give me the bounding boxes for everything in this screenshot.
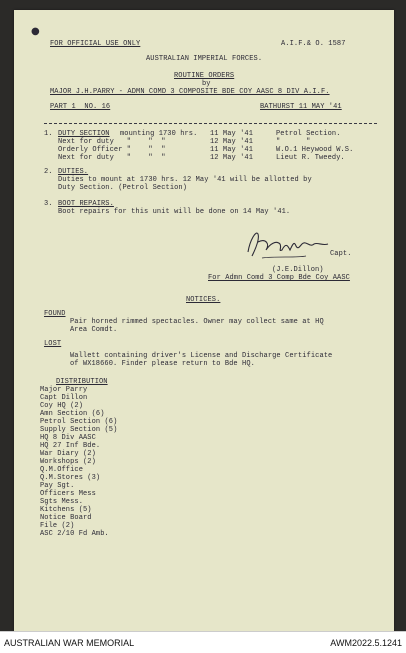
duty-row-who: Lieut R. Tweedy. <box>276 154 345 162</box>
footer-source: AUSTRALIAN WAR MEMORIAL <box>4 638 135 648</box>
lost-line: Wallett containing driver's License and Discharge Certificate <box>70 352 333 360</box>
item-body-line: Duties to mount at 1730 hrs. 12 May '41 will be allotted by <box>58 176 312 184</box>
organisation-heading: AUSTRALIAN IMPERIAL FORCES. <box>146 55 263 63</box>
distribution-entry: Capt Dillon <box>40 394 88 402</box>
duty-row-date: 12 May '41 <box>210 138 254 146</box>
item-number: 1. <box>44 130 53 138</box>
distribution-entry: Q.M.Office <box>40 466 84 474</box>
duty-row-who: Petrol Section. <box>276 130 341 138</box>
distribution-entry: Pay Sgt. <box>40 482 75 490</box>
archive-footer <box>0 631 406 653</box>
duty-row-label: Next for duty " " " <box>58 138 166 146</box>
distribution-entry: War Diary (2) <box>40 450 96 458</box>
distribution-entry: Amn Section (6) <box>40 410 105 418</box>
duty-row-label: Orderly Officer " " " <box>58 146 166 154</box>
notices-heading: NOTICES. <box>186 296 221 304</box>
distribution-entry: Supply Section (5) <box>40 426 118 434</box>
duty-row-date: 12 May '41 <box>210 154 254 162</box>
distribution-entry: Kitchens (5) <box>40 506 92 514</box>
distribution-entry: HQ 27 Inf Bde. <box>40 442 101 450</box>
orders-by: by <box>202 80 211 88</box>
distribution-entry: ASC 2/10 Fd Amb. <box>40 530 109 538</box>
issuer-line: MAJOR J.H.PARRY - ADMN COMD 3 COMPOSITE BDE COY AASC 8 DIV A.I.F. <box>50 88 330 96</box>
classification-label: FOR OFFICIAL USE ONLY <box>50 40 141 48</box>
distribution-entry: File (2) <box>40 522 75 530</box>
item-body-line: Duty Section. (Petrol Section) <box>58 184 188 192</box>
distribution-entry: Q.M.Stores (3) <box>40 474 101 482</box>
signatory-for-line: For Admn Comd 3 Comp Bde Coy AASC <box>208 274 350 282</box>
distribution-entry: Petrol Section (6) <box>40 418 118 426</box>
hole-punch-mark: ● <box>31 26 40 37</box>
item-number: 2. <box>44 168 53 176</box>
distribution-entry: Sgts Mess. <box>40 498 84 506</box>
item-number: 3. <box>44 200 53 208</box>
item-heading-duty-section: DUTY SECTION <box>58 130 110 138</box>
document-page <box>14 10 394 632</box>
orders-title: ROUTINE ORDERS <box>174 72 235 80</box>
lost-label: LOST <box>44 340 62 348</box>
duty-row-who: W.O.1 Heywood W.S. <box>276 146 354 154</box>
distribution-entry: Notice Board <box>40 514 92 522</box>
item-heading-boot-repairs: BOOT REPAIRS. <box>58 200 114 208</box>
item-body-line: Boot repairs for this unit will be done on 14 May '41. <box>58 208 291 216</box>
duty-row-label: mounting 1730 hrs. <box>120 130 198 138</box>
item-heading-duties: DUTIES. <box>58 168 89 176</box>
handwritten-signature <box>236 222 336 266</box>
distribution-entry: Officers Mess <box>40 490 96 498</box>
distribution-entry: Coy HQ (2) <box>40 402 84 410</box>
duty-row-date: 11 May '41 <box>210 146 254 154</box>
distribution-entry: Workshops (2) <box>40 458 96 466</box>
separator-line <box>44 123 377 124</box>
duty-row-who: " " <box>276 138 311 146</box>
lost-line: of WX18660. Finder please return to Bde HQ. <box>70 360 255 368</box>
distribution-entry: HQ 8 Div AASC <box>40 434 96 442</box>
duty-row-date: 11 May '41 <box>210 130 254 138</box>
distribution-heading: DISTRIBUTION <box>56 378 108 386</box>
place-date: BATHURST 11 MAY '41 <box>260 103 342 111</box>
form-reference: A.I.F.& O. 1587 <box>281 40 346 48</box>
found-line: Area Comdt. <box>70 326 118 334</box>
footer-accession-number: AWM2022.5.1241 <box>330 638 402 648</box>
found-line: Pair horned rimmed spectacles. Owner may collect same at HQ <box>70 318 324 326</box>
part-number: PART 1 NO. 16 <box>50 103 111 111</box>
duty-row-label: Next for duty " " " <box>58 154 166 162</box>
distribution-entry: Major Parry <box>40 386 88 394</box>
signatory-rank: Capt. <box>330 250 352 258</box>
signatory-name: (J.E.Dillon) <box>272 266 324 274</box>
found-label: FOUND <box>44 310 66 318</box>
